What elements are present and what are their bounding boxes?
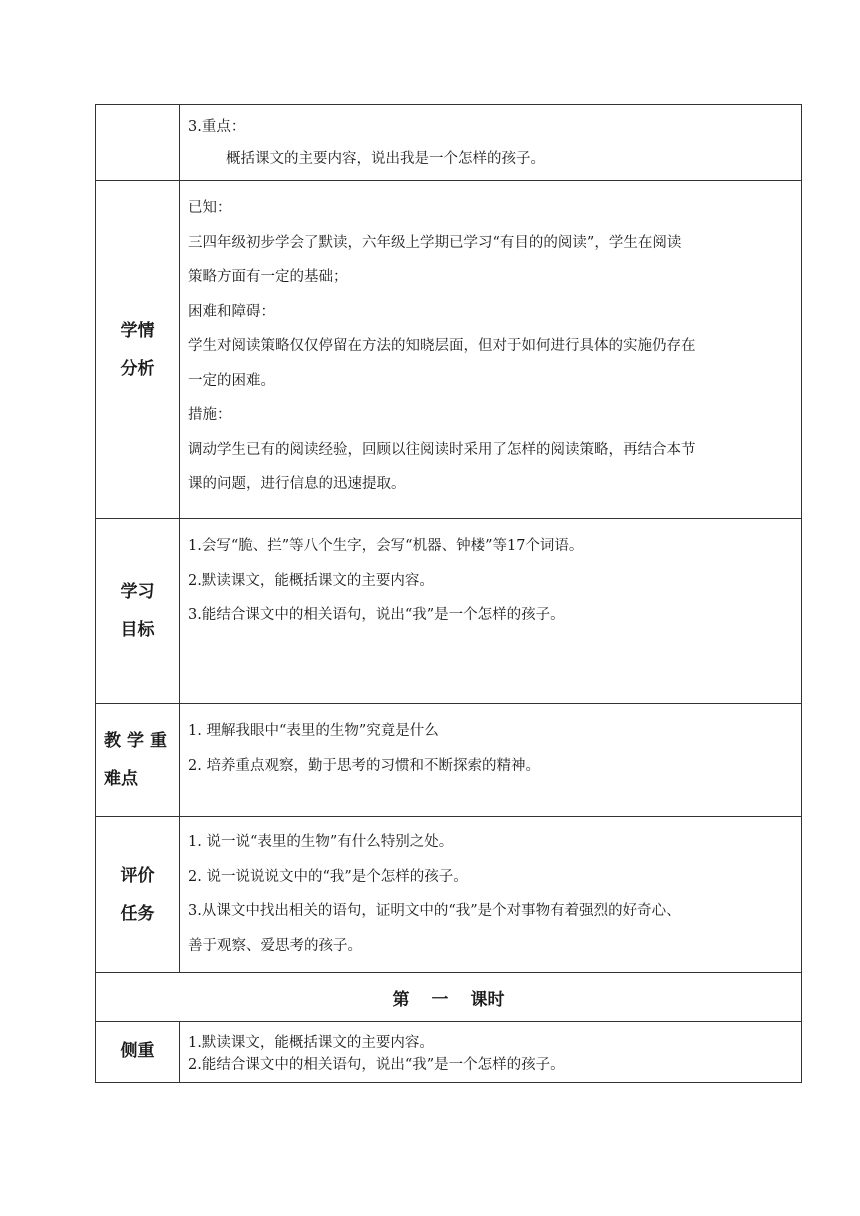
text-line: 一定的困难。 (188, 372, 275, 389)
label-line: 学情 (120, 320, 155, 341)
row-label-teaching-focus (96, 704, 180, 817)
row-label-learning-goals (96, 519, 180, 704)
text-line: 策略方面有一定的基础； (188, 269, 348, 285)
table-row (96, 1022, 802, 1083)
learning-goals-cell (180, 519, 802, 704)
section-word: 课时 (470, 989, 505, 1010)
text-line: 1. 说一说“表里的生物”有什么特别之处。 (188, 834, 454, 850)
section-word: 一 (431, 989, 449, 1010)
label-line: 目标 (120, 620, 155, 640)
text-line: 困难和障碍： (188, 303, 275, 320)
text-line: 学生对阅读策略仅仅停留在方法的知晓层面，但对于如何进行具体的实施仍存在 (188, 338, 696, 354)
text-line: 3.能结合课文中的相关语句，说出“我”是一个怎样的孩子。 (188, 607, 565, 623)
row-label-empty (96, 105, 180, 181)
text-line: 3.重点： (188, 119, 246, 135)
table-row (96, 973, 802, 1022)
text-line: 措施： (188, 407, 232, 423)
label-line: 评价 (120, 865, 155, 886)
student-analysis-cell (180, 181, 802, 519)
text-line: 概括课文的主要内容，说出我是一个怎样的孩子。 (226, 151, 545, 167)
text-line: 已知： (188, 200, 232, 216)
text-line: 2.能结合课文中的相关语句，说出“我”是一个怎样的孩子。 (188, 1057, 565, 1073)
evaluation-tasks-cell (180, 817, 802, 973)
row-label-student-analysis (96, 181, 180, 519)
text-line: 调动学生已有的阅读经验，回顾以往阅读时采用了怎样的阅读策略，再结合本节 (188, 441, 696, 458)
text-line: 1.会写“脆、拦”等八个生字，会写“机器、钟楼”等17个词语。 (188, 538, 584, 554)
text-line: 1. 理解我眼中“表里的生物”究竟是什么 (188, 723, 439, 739)
label-line: 侧重 (120, 1041, 155, 1061)
teaching-focus-cell (180, 704, 802, 817)
key-point-cell (180, 105, 802, 181)
focus-cell (180, 1022, 802, 1083)
label-line: 分析 (120, 358, 155, 379)
text-line: 3.从课文中找出相关的语句，证明文中的“我”是个对事物有着强烈的好奇心、 (188, 903, 681, 919)
table-row (96, 519, 802, 704)
label-line: 学习 (120, 582, 155, 602)
row-label-focus (96, 1022, 180, 1083)
text-line: 三四年级初步学会了默读，六年级上学期已学习“有目的的阅读”，学生在阅读 (188, 234, 682, 251)
text-line: 2. 培养重点观察，勤于思考的习惯和不断探索的精神。 (188, 757, 540, 774)
label-line: 任务 (120, 903, 155, 924)
text-line: 1.默读课文，能概括课文的主要内容。 (188, 1035, 434, 1051)
table-row (96, 704, 802, 817)
section-word: 第 (392, 989, 410, 1010)
text-line: 善于观察、爱思考的孩子。 (188, 937, 362, 954)
text-line: 课的问题，进行信息的迅速提取。 (188, 476, 406, 492)
label-line: 难点 (104, 769, 138, 789)
table-row (96, 181, 802, 519)
lesson-plan-table (95, 104, 802, 1083)
text-line: 2. 说一说说说文中的“我”是个怎样的孩子。 (188, 868, 468, 885)
table-row (96, 105, 802, 181)
table-row (96, 817, 802, 973)
label-line: 教学重 (104, 731, 173, 751)
text-line: 2.默读课文，能概括课文的主要内容。 (188, 572, 434, 589)
row-label-evaluation-tasks (96, 817, 180, 973)
section-heading (96, 973, 802, 1022)
